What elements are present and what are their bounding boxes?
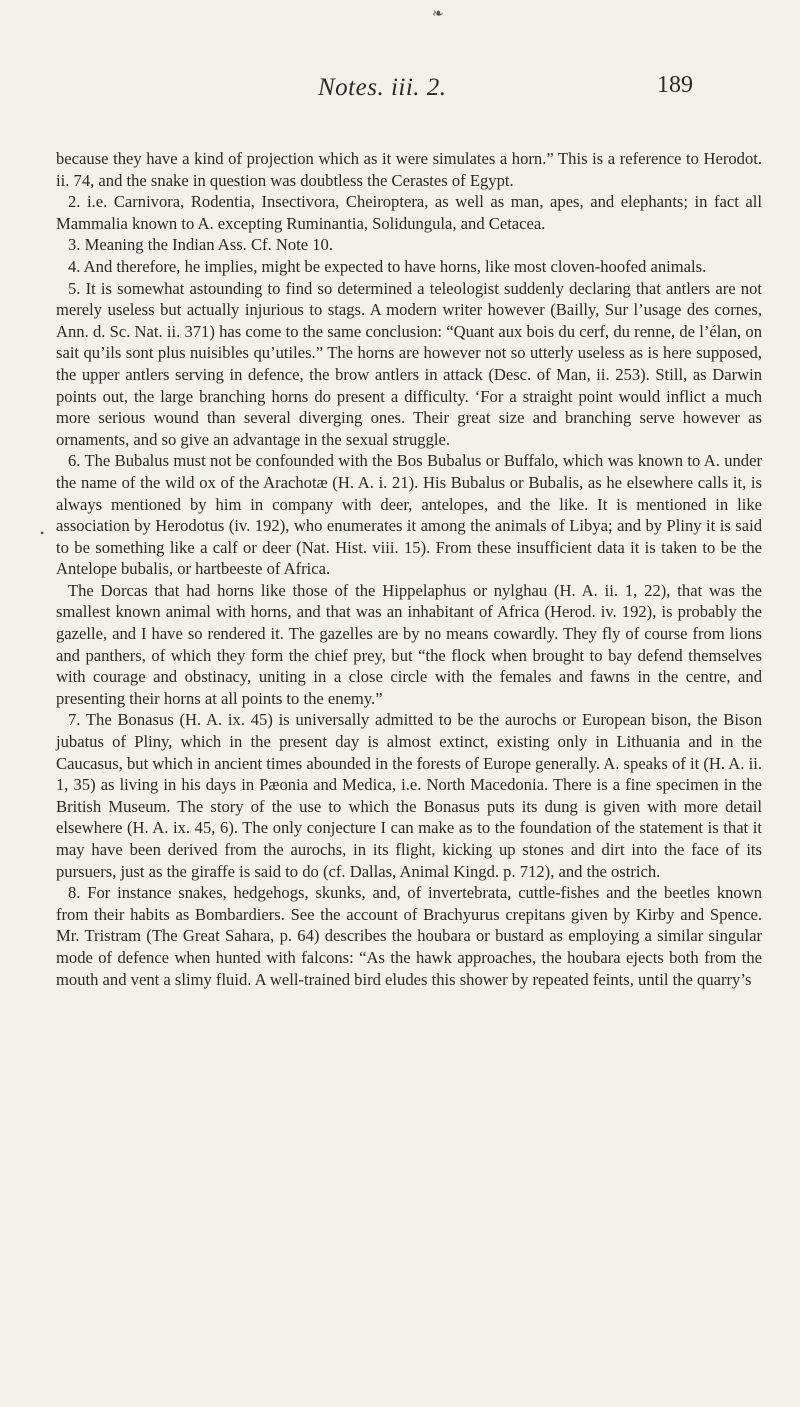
chapter-title: Notes. iii. 2. [318,74,447,101]
body-text [56,148,762,990]
note-4: 4. And therefore, he implies, might be expected to have horns, like most cloven-hoofed animals. [68,256,707,276]
running-head [0,68,800,108]
note-5: 5. It is somewhat astounding to find so determined a teleologist suddenly declaring that antlers are not merely useless but actually injurious to stags. A modern writer however (Bailly, Sur l’usage des cornes, Ann. d. Sc. Nat. ii. 371) has come to the same conclusion: “Quant aux bois du cerf, du renne, de l’élan, on sait qu’ils sont plus nuisibles qu’utiles.” The horns are however not so utterly useless as is here supposed, the upper antlers serving in defence, the brow antlers in attack (Desc. of Man, ii. 253). Still, as Darwin points out, the large branching horns do present a difficulty. ‘For a straight point would inflict a much more serious wound than several diverging ones. Their great size and branching serve however as ornaments, and so give an advantage in the sexual struggle. [56,278,762,449]
note-8: 8. For instance snakes, hedgehogs, skunks, and, of invertebrata, cuttle-fishes and the beetles known from their habits as Bombardiers. See the account of Brachyurus crepitans given by Kirby and Spence. Mr. Tristram (The Great Sahara, p. 64) describes the houbara or bustard as employing a similar singular mode of defence when hunted with falcons: “As the hawk approaches, the houbara ejects both from the mouth and vent a slimy fluid. A well-trained bird eludes this shower by repeated feints, until the quarry’s [56,883,762,989]
note-2: 2. i.e. Carnivora, Rodentia, Insectivora, Cheiroptera, as well as man, apes, and elephants; in fact all Mammalia known to A. excepting Ruminantia, Solidungula, and Cetacea. [56,192,762,233]
margin-dot: • [40,526,45,540]
page-number: 189 [657,72,693,98]
ornament-mark: ❧ [432,7,444,22]
note-3: 3. Meaning the Indian Ass. Cf. Note 10. [68,235,334,255]
note-6: 6. The Bubalus must not be confounded with the Bos Bubalus or Buffalo, which was known to A. under the name of the wild ox of the Arachotæ (H. A. i. 21). His Bubalus or Bubalis, as he elsewhere calls it, is always mentioned by him in company with deer, antelopes, and the like. It is mentioned in like association by Herodotus (iv. 192), who enumerates it among the animals of Libya; and by Pliny it is said to be something like a calf or deer (Nat. Hist. viii. 15). From these insufficient data it is taken to be the Antelope bubalis, or hartbeeste of Africa. [56,451,762,579]
note-7: 7. The Bonasus (H. A. ix. 45) is universally admitted to be the aurochs or European bison, the Bison jubatus of Pliny, which in the present day is almost extinct, existing only in Lithuania and in the Caucasus, but which in ancient times abounded in the forests of Europe generally. A. speaks of it (H. A. ii. 1, 35) as living in his days in Pæonia and Medica, i.e. North Macedonia. There is a fine specimen in the British Museum. The story of the use to which the Bonasus puts its dung is given with more detail elsewhere (H. A. ix. 45, 6). The only conjecture I can make as to the foundation of the statement is that it may have been derived from the aurochs, in its flight, kicking up stones and dirt into the face of its pursuers, just as the giraffe is said to do (cf. Dallas, Animal Kingd. p. 712), and the ostrich. [56,710,762,881]
paragraph-continuation: because they have a kind of projection which as it were simulates a horn.” This is a reference to Herodot. ii. 74, and the snake in question was doubtless the Cerastes of Egypt. [56,149,762,190]
note-6-dorcas: The Dorcas that had horns like those of the Hippelaphus or nylghau (H. A. ii. 1, 22), that was the smallest known animal with horns, and that was an inhabitant of Africa (Herod. iv. 192), is probably the gazelle, and I have so rendered it. The gazelles are by no means cowardly. They fly of course from lions and panthers, of which they form the chief prey, but “the flock when brought to bay defend themselves with courage and obstinacy, uniting in a close circle with the females and fawns in the centre, and presenting their horns at all points to the enemy.” [56,580,762,708]
